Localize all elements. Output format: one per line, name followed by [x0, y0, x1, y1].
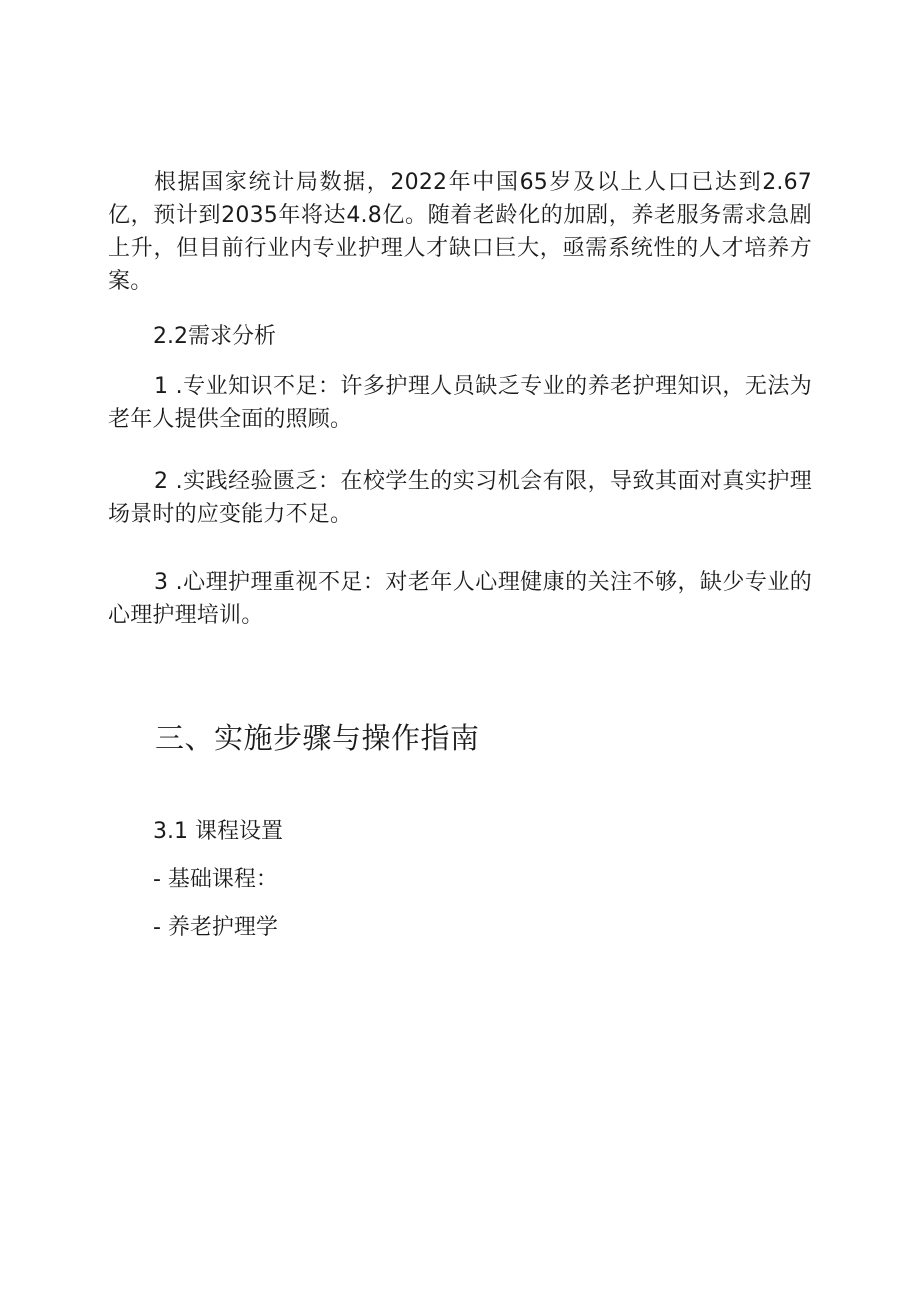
- need-item-3: 3 .心理护理重视不足：对老年人心理健康的关注不够，缺少专业的心理护理培训。: [108, 570, 812, 628]
- list-item-elderly-care: - 养老护理学: [153, 915, 278, 940]
- need-item-1: 1 .专业知识不足：许多护理人员缺乏专业的养老护理知识，无法为老年人提供全面的照顾。: [108, 374, 812, 432]
- intro-paragraph: 根据国家统计局数据，2022年中国65岁及以上人口已达到2.67亿，预计到2035年将达4.8亿。随着老龄化的加剧，养老服务需求急剧上升，但目前行业内专业护理人才缺口巨大，亟需系统性的人才培养方案。: [108, 170, 812, 294]
- list-item-basic-courses: - 基础课程：: [153, 867, 278, 892]
- section-3-heading: 三、实施步骤与操作指南: [155, 721, 480, 755]
- section-2-2-title: 2.2需求分析: [153, 324, 276, 349]
- section-3-1-title: 3.1 课程设置: [153, 819, 283, 844]
- need-item-2: 2 .实践经验匮乏：在校学生的实习机会有限，导致其面对真实护理场景时的应变能力不足。: [108, 469, 812, 527]
